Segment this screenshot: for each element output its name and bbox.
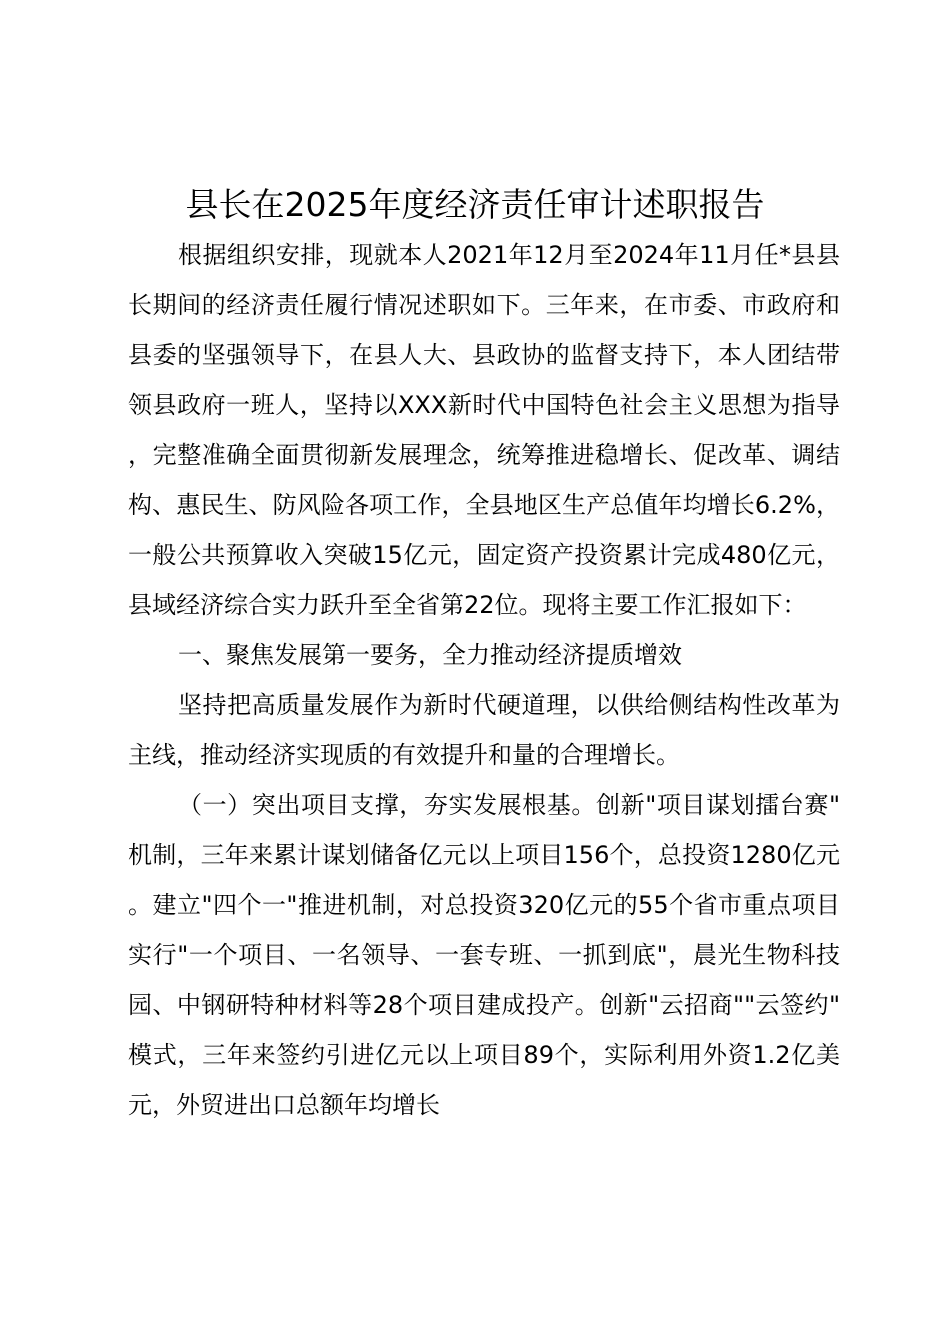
section-heading: 一、聚焦发展第一要务，全力推动经济提质增效	[178, 641, 682, 669]
subsection-paragraph: （一）突出项目支撑，夯实发展根基。创新"项目谋划擂台赛"机制，三年来累计谋划储备亿元以上项目156个，总投资1280亿元。建立"四个一"推进机制，对总投资320亿元的55个省市重点项目实行"一个项目、一名领导、一套专班、一抓到底"，晨光生物科技园、中钢研特种材料等28个项目建成投产。创新"云招商""云签约"模式，三年来签约引进亿元以上项目89个，实际利用外资1.2亿美元，外贸进出口总额年均增长	[128, 791, 840, 1119]
document-title: 县长在2025年度经济责任审计述职报告	[185, 185, 765, 224]
intro-paragraph: 根据组织安排，现就本人2021年12月至2024年11月任*县县长期间的经济责任履行情况述职如下。三年来，在市委、市政府和县委的坚强领导下，在县人大、县政协的监督支持下，本人团结带领县政府一班人，坚持以XXX新时代中国特色社会主义思想为指导，完整准确全面贯彻新发展理念，统筹推进稳增长、促改革、调结构、惠民生、防风险各项工作，全县地区生产总值年均增长6.2%，一般公共预算收入突破15亿元，固定资产投资累计完成480亿元，县域经济综合实力跃升至全省第22位。现将主要工作汇报如下：	[128, 241, 840, 619]
section-summary-paragraph: 坚持把高质量发展作为新时代硬道理，以供给侧结构性改革为主线，推动经济实现质的有效提升和量的合理增长。	[128, 691, 840, 769]
document-body	[128, 230, 840, 1130]
